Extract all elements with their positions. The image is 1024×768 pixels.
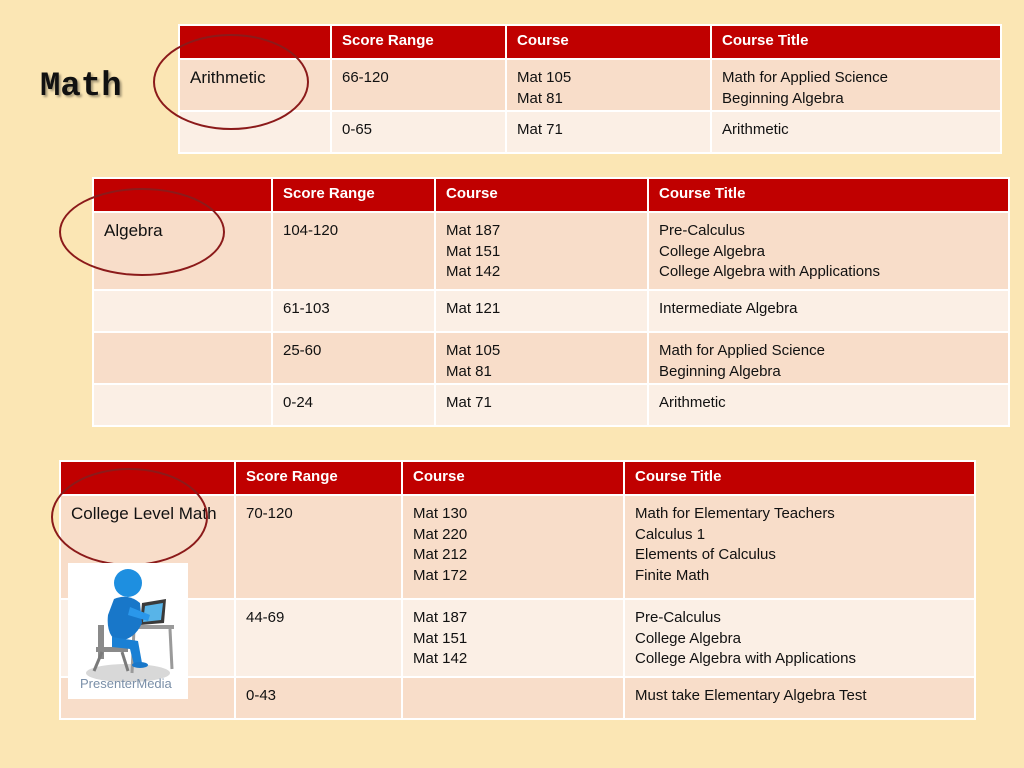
course-cell: Mat 71	[435, 384, 648, 426]
score-range-cell: 0-43	[235, 677, 402, 719]
header-course-title: Course Title	[624, 461, 975, 495]
course-title-cell: Pre-Calculus College Algebra College Algebra with Applications	[624, 599, 975, 677]
course-cell	[402, 677, 624, 719]
course-cell: Mat 187 Mat 151 Mat 142	[435, 212, 648, 290]
header-course: Course	[435, 178, 648, 212]
table-row	[93, 332, 1009, 384]
category-cell	[179, 111, 331, 153]
header-course: Course	[402, 461, 624, 495]
table-row	[179, 59, 1001, 111]
course-cell: Mat 105 Mat 81	[506, 59, 711, 111]
course-title-cell: Must take Elementary Algebra Test	[624, 677, 975, 719]
score-range-cell: 70-120	[235, 495, 402, 599]
course-cell: Mat 105 Mat 81	[435, 332, 648, 384]
score-range-cell: 104-120	[272, 212, 435, 290]
score-range-cell: 66-120	[331, 59, 506, 111]
course-title-cell: Math for Elementary Teachers Calculus 1 Elements of Calculus Finite Math	[624, 495, 975, 599]
course-title-cell: Math for Applied Science Beginning Algebra	[648, 332, 1009, 384]
header-cell	[179, 25, 331, 59]
score-range-cell: 0-65	[331, 111, 506, 153]
category-cell	[93, 290, 272, 332]
category-cell: College Level Math	[60, 495, 235, 599]
page-title: Math	[40, 68, 122, 106]
course-title-cell: Arithmetic	[648, 384, 1009, 426]
category-cell	[93, 384, 272, 426]
course-title-cell: Pre-Calculus College Algebra College Algebra with Applications	[648, 212, 1009, 290]
header-score-range: Score Range	[235, 461, 402, 495]
score-range-cell: 0-24	[272, 384, 435, 426]
course-cell: Mat 130 Mat 220 Mat 212 Mat 172	[402, 495, 624, 599]
table-row	[93, 384, 1009, 426]
table-header-row	[93, 178, 1009, 212]
course-cell: Mat 121	[435, 290, 648, 332]
presenter-media-logo	[68, 563, 188, 699]
header-course-title: Course Title	[648, 178, 1009, 212]
header-course: Course	[506, 25, 711, 59]
table-row	[93, 290, 1009, 332]
algebra-table	[92, 177, 1010, 427]
table-header-row	[179, 25, 1001, 59]
header-score-range: Score Range	[272, 178, 435, 212]
logo-text: PresenterMedia	[80, 676, 172, 691]
course-cell: Mat 187 Mat 151 Mat 142	[402, 599, 624, 677]
course-cell: Mat 71	[506, 111, 711, 153]
table-row	[60, 677, 975, 719]
header-cell	[93, 178, 272, 212]
score-range-cell: 44-69	[235, 599, 402, 677]
arithmetic-table	[178, 24, 1002, 154]
header-score-range: Score Range	[331, 25, 506, 59]
course-title-cell: Arithmetic	[711, 111, 1001, 153]
table-row	[60, 599, 975, 677]
category-cell	[93, 332, 272, 384]
header-cell	[60, 461, 235, 495]
score-range-cell: 25-60	[272, 332, 435, 384]
course-title-cell: Math for Applied Science Beginning Algebra	[711, 59, 1001, 111]
course-title-cell: Intermediate Algebra	[648, 290, 1009, 332]
table-header-row	[60, 461, 975, 495]
college-level-math-table	[59, 460, 976, 720]
category-cell: Algebra	[93, 212, 272, 290]
header-course-title: Course Title	[711, 25, 1001, 59]
table-row	[93, 212, 1009, 290]
score-range-cell: 61-103	[272, 290, 435, 332]
table-row	[179, 111, 1001, 153]
category-cell: Arithmetic	[179, 59, 331, 111]
table-row	[60, 495, 975, 599]
